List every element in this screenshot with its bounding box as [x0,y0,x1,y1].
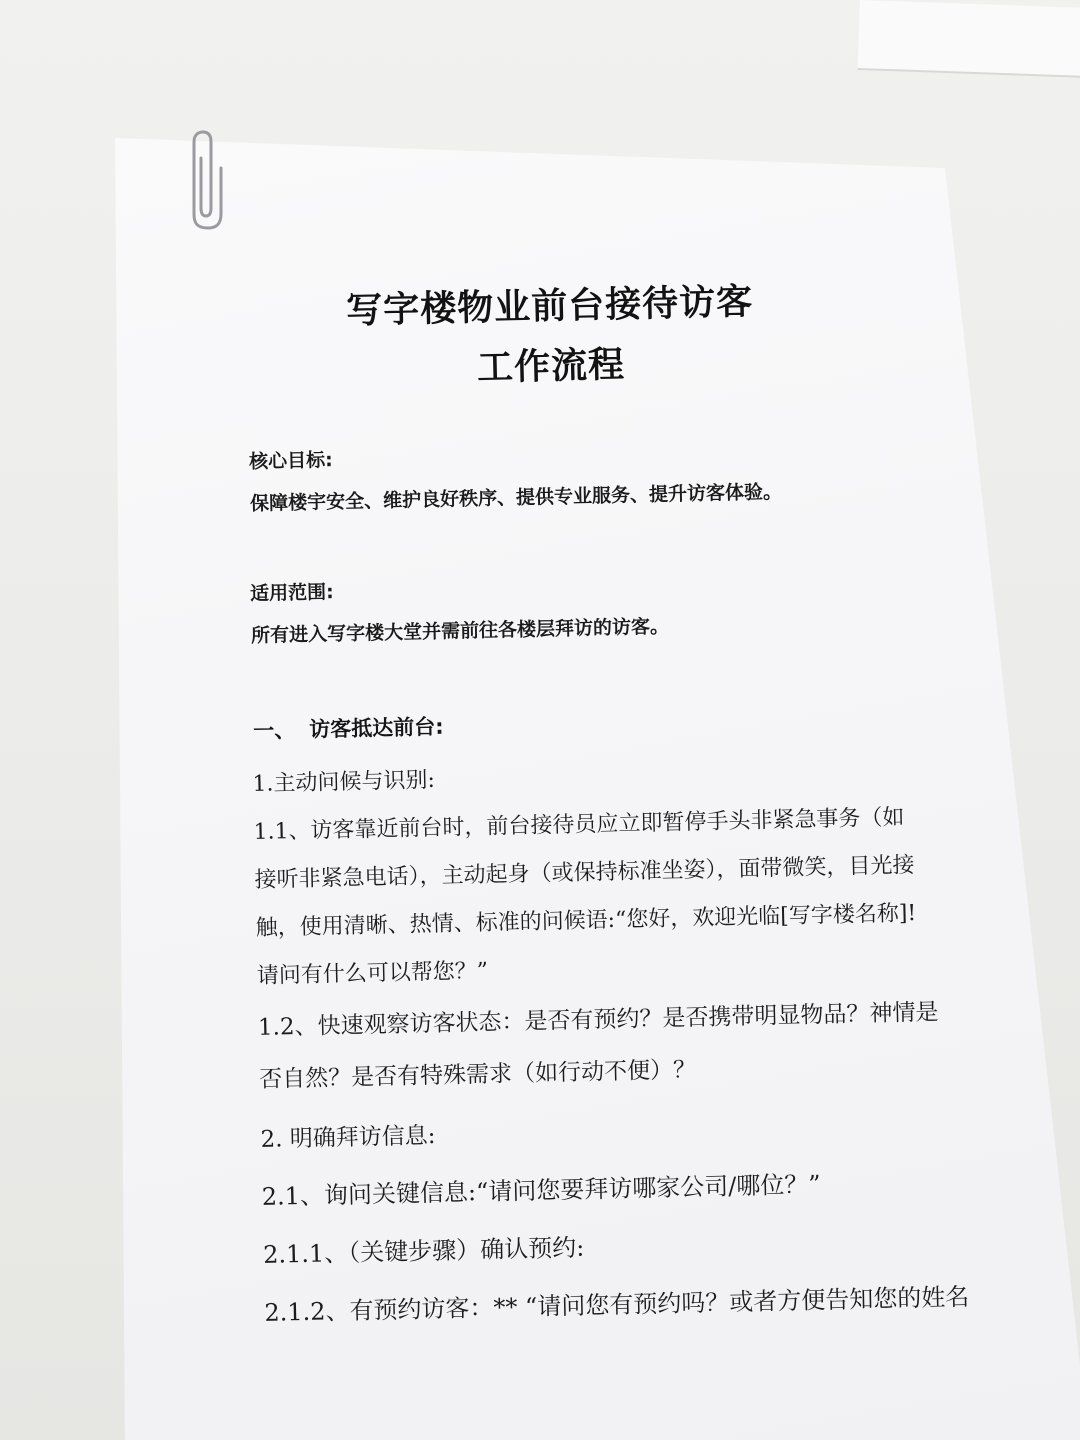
document-subtitle: 工作流程 [476,344,626,389]
scope-text: 所有进入写字楼大堂并需前往各楼层拜访的访客。 [250,615,670,647]
paragraph-line: 否自然？是否有特殊需求（如行动不便）？ [258,1056,697,1093]
paragraph-line: 2.1、询问关键信息:“请问您要拜访哪家公司/哪位？” [261,1170,821,1211]
section-title: 访客抵达前台: [308,714,444,742]
scope-label: 适用范围: [249,581,334,605]
paragraph-line: 1.主动问候与识别: [252,767,436,797]
section-heading [253,711,444,745]
paragraph-line: 触，使用清晰、热情、标准的问候语:“您好，欢迎光临[写字楼名称]! [255,900,917,941]
paragraph-line: 1.2、快速观察访客状态：是否有预约？是否携带明显物品？神情是 [257,999,939,1041]
core-goal-text: 保障楼宇安全、维护良好秩序、提供专业服务、提升访客体验。 [249,480,783,515]
section-number: 一、 [252,718,296,743]
paragraph-line: 2.1.2、有预约访客：** “请问您有预约吗？或者方便告知您的姓名 [264,1282,970,1327]
paragraph-line: 2. 明确拜访信息: [260,1122,436,1153]
document-title: 写字楼物业前台接待访客 [345,281,754,332]
paragraph-line: 1.1、访客靠近前台时，前台接待员应立即暂停手头非紧急事务（如 [253,805,905,845]
paragraph-line: 接听非紧急电话），主动起身（或保持标准坐姿），面带微笑，目光接 [254,852,915,893]
paragraph-line: 请问有什么可以帮您？” [256,958,489,989]
core-goal-label: 核心目标: [248,449,333,473]
paragraph-line: 2.1.1、（关键步骤）确认预约: [262,1233,585,1269]
